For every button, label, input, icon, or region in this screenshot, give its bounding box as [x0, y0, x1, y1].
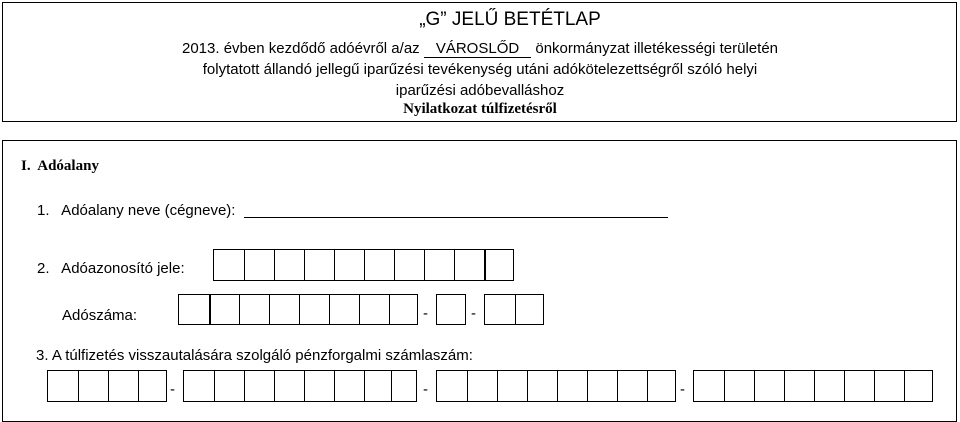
tax-id-boxes[interactable] — [213, 249, 514, 281]
bank-account-divider — [138, 371, 139, 401]
bank-account-dash: - — [423, 381, 428, 398]
bank-account-divider — [724, 371, 725, 401]
bank-account-divider — [844, 371, 845, 401]
tax-number-divider — [389, 295, 390, 324]
tax-id-divider — [274, 250, 275, 280]
header-line-1-prefix: 2013. évben kezdődő adóévről a/az — [181, 40, 420, 57]
bank-account-divider — [244, 371, 245, 401]
header-line-3: iparűzési adóbevalláshoz — [395, 82, 565, 99]
form-title: „G” JELŰ BETÉTLAP — [419, 9, 601, 30]
tax-id-divider — [244, 250, 245, 280]
tax-number-boxes-region[interactable] — [484, 294, 544, 325]
bank-account-label: 3. A túlfizetés visszautalására szolgáló pénzforgalmi számlaszám: — [36, 347, 473, 364]
bank-account-divider — [274, 371, 275, 401]
tax-id-divider — [454, 250, 455, 280]
bank-account-divider — [108, 371, 109, 401]
bank-account-divider — [784, 371, 785, 401]
bank-account-divider — [904, 371, 905, 401]
bank-account-divider — [497, 371, 498, 401]
tax-id-divider — [424, 250, 425, 280]
bank-account-divider — [364, 371, 365, 401]
bank-account-divider — [874, 371, 875, 401]
tax-id-label: 2. Adóazonosító jele: — [37, 260, 185, 277]
taxpayer-name-field[interactable] — [244, 217, 668, 218]
tax-number-boxes-main[interactable] — [178, 294, 418, 325]
bank-account-divider — [391, 371, 392, 401]
tax-number-divider — [269, 295, 270, 324]
tax-id-divider — [334, 250, 335, 280]
tax-number-box-vat[interactable] — [436, 294, 466, 325]
tax-number-divider — [209, 295, 211, 324]
tax-number-divider — [515, 295, 516, 324]
municipality-name — [424, 41, 531, 58]
tax-id-divider — [304, 250, 305, 280]
tax-number-divider — [299, 295, 300, 324]
bank-account-group-2[interactable] — [183, 370, 417, 402]
header-line-1-suffix: önkormányzat illetékességi területén — [535, 40, 779, 57]
section-heading: I. Adóalany — [21, 158, 99, 174]
bank-account-divider — [214, 371, 215, 401]
tax-id-divider — [484, 250, 486, 280]
form-subtitle: Nyilatkozat túlfizetésről — [403, 101, 557, 117]
tax-id-divider — [394, 250, 395, 280]
tax-number-label: Adószáma: — [62, 307, 138, 324]
tax-number-divider — [329, 295, 330, 324]
bank-account-divider — [647, 371, 648, 401]
tax-number-divider — [359, 295, 360, 324]
header-line-1 — [0, 40, 960, 58]
bank-account-divider — [814, 371, 815, 401]
bank-account-divider — [617, 371, 618, 401]
tax-number-dash: - — [471, 305, 476, 322]
bank-account-dash: - — [170, 381, 175, 398]
bank-account-divider — [467, 371, 468, 401]
bank-account-divider — [527, 371, 528, 401]
bank-account-divider — [557, 371, 558, 401]
tax-number-divider — [239, 295, 240, 324]
bank-account-group-3[interactable] — [436, 370, 676, 402]
bank-account-divider — [334, 371, 335, 401]
bank-account-divider — [587, 371, 588, 401]
bank-account-divider — [304, 371, 305, 401]
municipality-name-text: VÁROSLŐD — [435, 40, 520, 57]
bank-account-group-4[interactable] — [693, 370, 933, 402]
bank-account-group-1[interactable] — [47, 370, 167, 402]
header-line-2: folytatott állandó jellegű iparűzési tevékenység utáni adókötelezettségről szóló helyi — [202, 61, 758, 78]
taxpayer-name-label: 1. Adóalany neve (cégneve): — [37, 202, 236, 219]
bank-account-dash: - — [680, 381, 685, 398]
bank-account-divider — [78, 371, 79, 401]
tax-id-divider — [364, 250, 365, 280]
bank-account-divider — [754, 371, 755, 401]
tax-number-dash: - — [423, 305, 428, 322]
